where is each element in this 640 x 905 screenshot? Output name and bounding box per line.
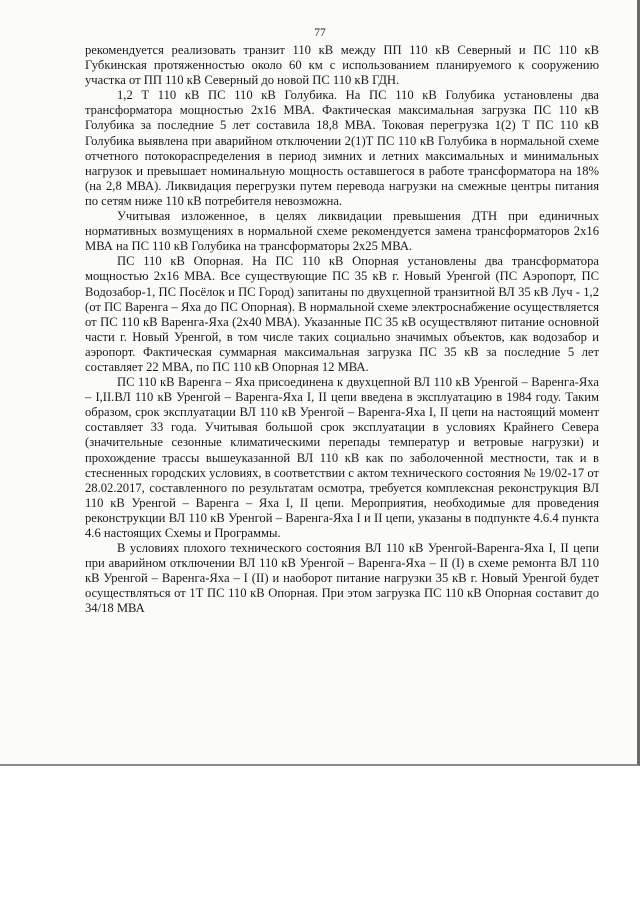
paragraph-golubika-replacement: Учитывая изложенное, в целях ликвидации превышения ДТН при единичных нормативных возмущениях в нормальной схеме рекомендуется замена трансформаторов 2х16 МВА на ПС 110 кВ Голубика на трансформаторы 2х25 МВА. [85,209,599,254]
paragraph-opornaya: ПС 110 кВ Опорная. На ПС 110 кВ Опорная установлены два трансформатора мощностью 2х16 МВА. Все существующие ПС 35 кВ г. Новый Уренгой (ПС Аэропорт, ПС Водозабор-1, ПС Посёлок и ПС Город) запитаны по двухцепной транзитной ВЛ 35 кВ Луч - 1,2 (от ПС Варенга – Яха до ПС Опорная). В нормальной схеме электроснабжение осуществляется от ПС 110 кВ Варенга-Яха (2х40 МВА). Указанные ПС 35 кВ осуществляют питание основной части г. Новый Уренгой, в том числе таких социально значимых объектов, как водозабор и аэропорт. Фактическая суммарная максимальная загрузка ПС 35 кВ за последние 5 лет составляет 22 МВА, по ПС 110 кВ Опорная 12 МВА. [85,254,599,374]
paragraph-varenga-yakha-line: ПС 110 кВ Варенга – Яха присоединена к двухцепной ВЛ 110 кВ Уренгой – Варенга-Яха – I,II.ВЛ 110 кВ Уренгой – Варенга-Яха I, II цепи введена в эксплуатацию в 1984 году. Таким образом, срок эксплуатации ВЛ 110 кВ Уренгой – Варенга-Яха I, II цепи на настоящий момент составляет 33 года. Учитывая большой срок эксплуатации в условиях Крайнего Севера (значительные сезонные климатическими перепады температур и ветровые нагрузки) и прохождение трассы вышеуказанной ВЛ 110 кВ как по заболоченной местности, так и в стесненных городских условиях, в соответствии с актом технического состояния № 19/02-17 от 28.02.2017, составленного по результатам осмотра, требуется комплексная реконструкция ВЛ 110 кВ Уренгой – Варенга – Яха I, II цепи. Мероприятия, необходимые для проведения реконструкции ВЛ 110 кВ Уренгой – Варенга-Яха I и II цепи, указаны в подпункте 4.6.4 пункта 4.6 настоящих Схемы и Программы. [85,375,599,540]
page-number: 77 [314,27,326,39]
paragraph-transit-recommendation: рекомендуется реализовать транзит 110 кВ между ПП 110 кВ Северный и ПС 110 кВ Губкинская протяженностью около 60 км с использованием планируемого к сооружению участка от ПП 110 кВ Северный до новой ПС 110 кВ ГДН. [85,43,599,88]
document-body [85,43,599,617]
paragraph-golubika-overload: 1,2 Т 110 кВ ПС 110 кВ Голубика. На ПС 110 кВ Голубика установлены два трансформатора мощностью 2х16 МВА. Фактическая максимальная загрузка ПС 110 кВ Голубика за последние 5 лет составила 18,8 МВА. Токовая перегрузка 1(2) Т ПС 110 кВ Голубика выявлена при аварийном отключении 2(1)Т ПС 110 кВ Голубика в нормальной схеме отчетного потокораспределения в период зимних и летних максимальных и минимальных нагрузок и превышает номинальную мощность оставшегося в работе трансформатора на 18% (на 2,8 МВА). Ликвидация перегрузки путем перевода нагрузки на смежные центры питания по сетям ниже 110 кВ потребителя невозможна. [85,88,599,208]
paragraph-emergency-conditions: В условиях плохого технического состояния ВЛ 110 кВ Уренгой-Варенга-Яха I, II цепи при аварийном отключении ВЛ 110 кВ Уренгой – Варенга-Яха – II (I) в схеме ремонта ВЛ 110 кВ Уренгой – Варенга-Яха – I (II) и наоборот питание нагрузки 35 кВ г. Новый Уренгой будет осуществляться от 1Т ПС 110 кВ Опорная. При этом загрузка ПС 110 кВ Опорная составит до 34/18 МВА [85,541,599,616]
